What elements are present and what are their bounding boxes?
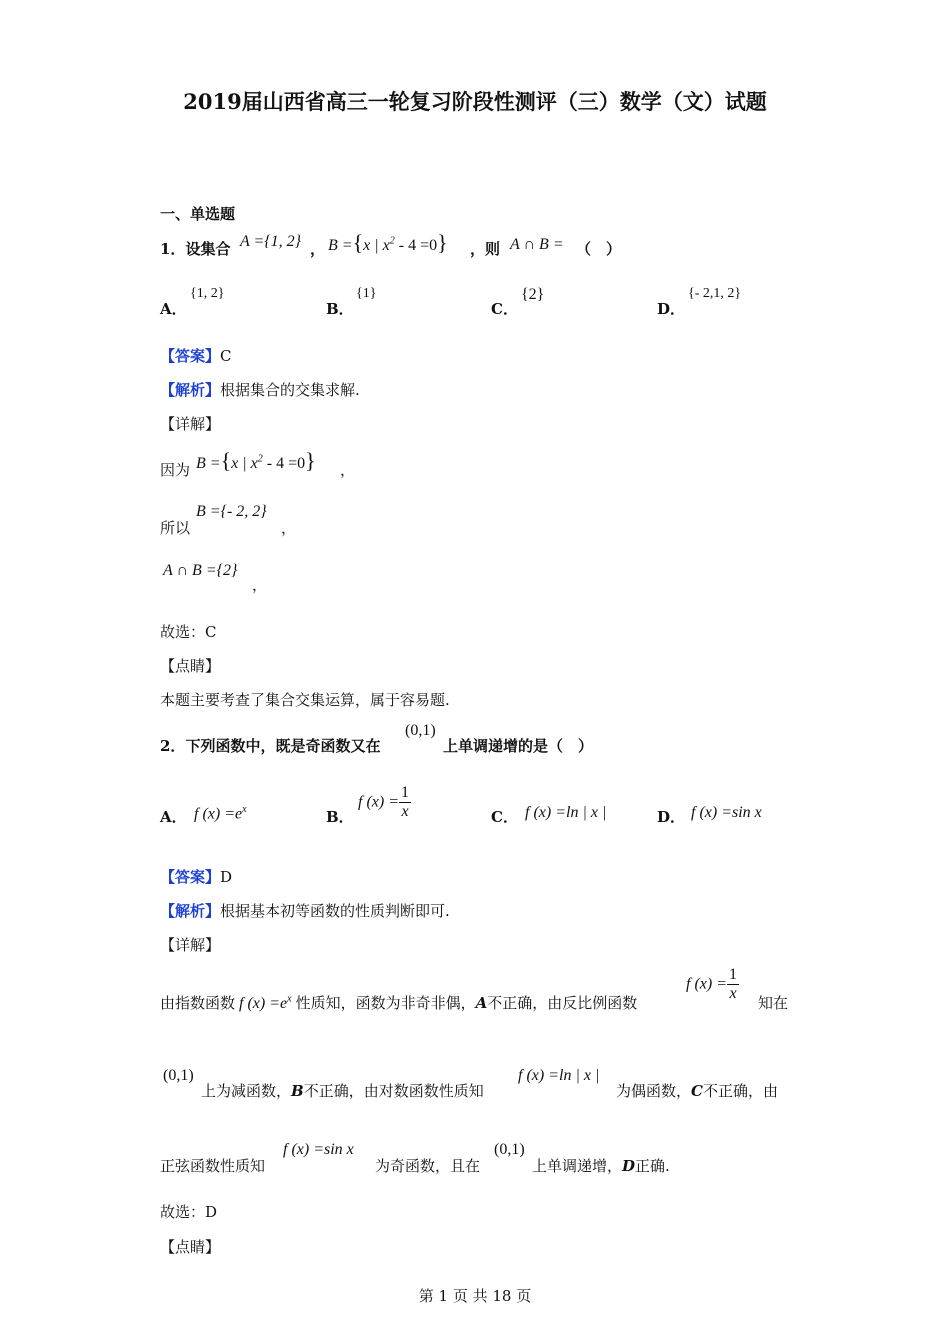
q2-detail-sin: f (x) =sin x: [283, 1141, 354, 1158]
q1-step1-math: B ={x | $x^2 - 4 =0$}: [196, 448, 316, 473]
q2-option-d: f (x) =sin x: [691, 804, 762, 821]
q2-text2: 上单调递增的是（ ）: [443, 737, 594, 755]
q1-comment: 本题主要考查了集合交集运算，属于容易题.: [160, 691, 450, 709]
q2-stem: 2．下列函数中，既是奇函数又在: [160, 737, 381, 755]
q1-set-b: B ={x | $x^2 - 4 =0$}: [328, 230, 448, 255]
q1-expr: A ∩ B =: [510, 236, 564, 253]
q2-detail-line3-c: 上单调递增，D正确.: [532, 1157, 670, 1175]
q1-option-b-label: B．: [326, 300, 354, 318]
q2-choose: 故选：D: [160, 1203, 218, 1221]
page-title: 2019届山西省高三一轮复习阶段性测评（三）数学（文）试题: [183, 89, 767, 114]
q1-option-c: {2}: [521, 286, 545, 303]
q2-comment-tag: 【点睛】: [160, 1238, 221, 1256]
q1-step1-post: ，: [340, 461, 356, 479]
q2-detail-line1-post: 知在: [758, 994, 789, 1012]
q2-detail-interval: (0,1): [163, 1067, 194, 1084]
q1-detail-tag: 【详解】: [160, 415, 221, 433]
q1-step1-pre: 因为: [160, 461, 191, 479]
q2-analysis: 【解析】根据基本初等函数的性质判断即可.: [160, 902, 450, 920]
page-footer: 第 1 页 共 18 页: [418, 1287, 532, 1305]
q2-detail-ln: f (x) =ln | x |: [518, 1067, 600, 1084]
q1-step3-math: A ∩ B ={2}: [163, 562, 238, 579]
q1-analysis: 【解析】根据集合的交集求解.: [160, 381, 360, 399]
q1-step2-math: B ={- 2, 2}: [196, 503, 267, 520]
q2-detail-line3-b: 为奇函数，且在: [375, 1157, 481, 1175]
q1-stem: [160, 238, 230, 259]
q2-detail-line2: 上为减函数，B不正确，由对数函数性质知: [201, 1082, 484, 1100]
q1-set-a: A ={1, 2}: [240, 233, 302, 250]
q1-option-c-label: C．: [491, 300, 518, 318]
q1-option-d-label: D．: [657, 300, 686, 318]
q1-text1: 设集合: [185, 240, 231, 258]
q2-detail-line1: 由指数函数 f $(x) =e^x$ 性质知，函数为非奇非偶，A不正确，由反比例函数: [160, 993, 638, 1012]
q1-comment-tag: 【点睛】: [160, 657, 221, 675]
q2-option-a: f $(x) =e^x$: [194, 804, 247, 823]
q1-step2-pre: 所以: [160, 519, 191, 537]
q1-step3-post: ，: [252, 576, 268, 594]
q1-option-a-label: A．: [160, 300, 187, 318]
q1-choose: 故选：C: [160, 623, 217, 641]
q2-detail-interval-2: (0,1): [494, 1141, 525, 1158]
q2-option-a-label: A．: [160, 808, 187, 826]
q2-interval: (0,1): [405, 722, 436, 739]
section-heading: 一、单选题: [160, 205, 236, 223]
q1-option-d: {- 2,1, 2}: [688, 286, 742, 301]
q1-comma: ，: [310, 240, 326, 258]
q2-detail-line3-a: 正弦函数性质知: [160, 1157, 266, 1175]
q2-option-b-label: B．: [326, 808, 354, 826]
q1-number: 1．: [160, 240, 186, 258]
q2-option-c: f (x) =ln | x |: [525, 804, 607, 821]
q1-option-a: {1, 2}: [190, 286, 225, 301]
q2-detail-line2-post: 为偶函数，C不正确，由: [616, 1082, 778, 1100]
q2-answer: 【答案】D: [160, 868, 233, 886]
q1-answer: 【答案】C: [160, 347, 232, 365]
q1-step2-post: ，: [281, 519, 297, 537]
q2-detail-frac: f (x) = $\frac{1}{x}$: [686, 966, 737, 1002]
q2-detail-tag: 【详解】: [160, 936, 221, 954]
q1-text2: ，则: [470, 240, 501, 258]
q1-paren: （ ）: [576, 240, 622, 258]
q2-option-d-label: D．: [657, 808, 686, 826]
q2-option-b: f (x) = $\frac{1}{x}$: [358, 784, 409, 820]
q2-option-c-label: C．: [491, 808, 518, 826]
q1-option-b: {1}: [356, 286, 377, 301]
